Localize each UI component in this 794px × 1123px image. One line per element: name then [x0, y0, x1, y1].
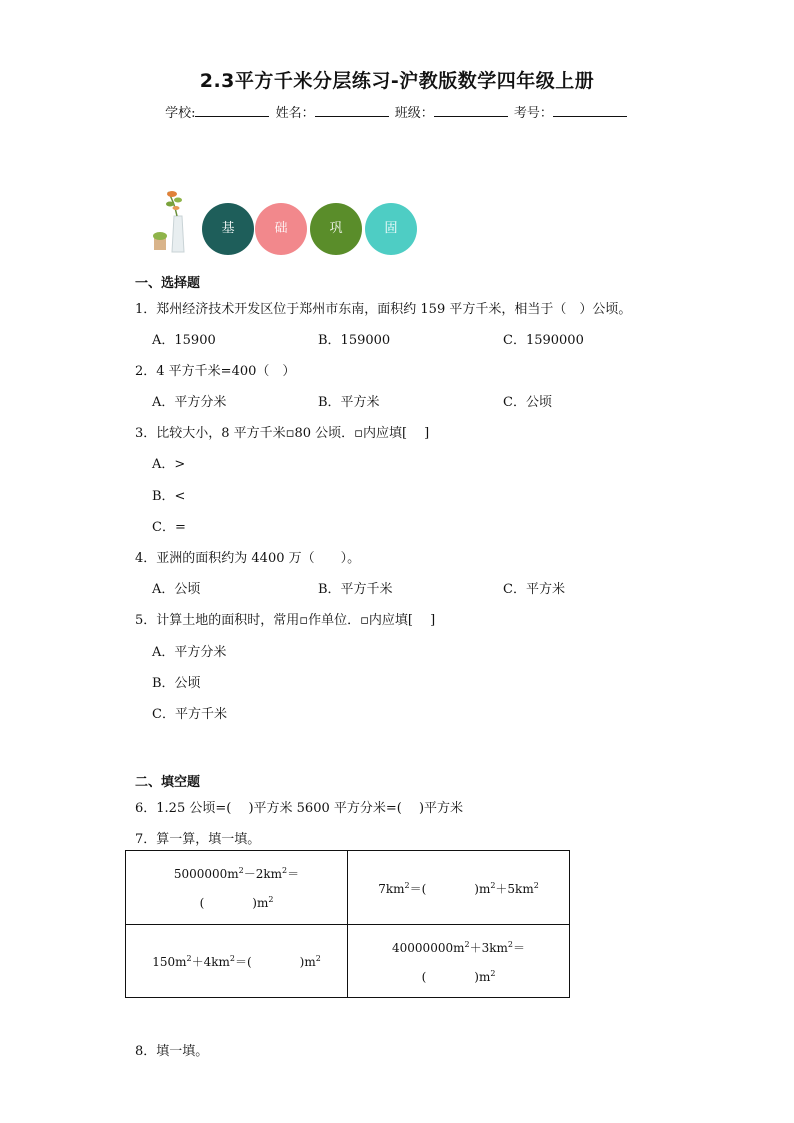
banner-circle-2: 础	[255, 203, 307, 255]
answer-blank[interactable]: ( )m	[421, 969, 491, 984]
q4-option-c[interactable]: C．平方米	[503, 582, 565, 597]
section-heading-fill: 二、填空题	[135, 775, 201, 790]
exam-number-label: 考号：	[513, 106, 553, 121]
conversion-table	[125, 850, 570, 998]
question-5: 5．计算土地的面积时，常用▫作单位．▫内应填[ ]	[135, 613, 436, 628]
table-cell-3: $150m^2+4km^2=$( )$m^2$	[126, 924, 348, 998]
q3-option-a[interactable]: A．>	[152, 457, 186, 472]
q2-option-c[interactable]: C．公顷	[503, 395, 552, 410]
page-title: 2.3平方千米分层练习-沪教版数学四年级上册	[199, 70, 595, 92]
table-cell-4: $40000000m^2+3km^2=$ ( )$m^2$	[348, 924, 570, 998]
table-cell-2: $7km^2=$( )$m^2+5km^2$	[348, 851, 570, 925]
question-3: 3．比较大小，8 平方千米▫80 公顷．▫内应填[ ]	[135, 426, 430, 441]
school-blank[interactable]	[195, 104, 269, 117]
question-7: 7．算一算，填一填。	[135, 832, 261, 847]
question-8: 8．填一填。	[135, 1044, 209, 1059]
q1-option-c[interactable]: C．1590000	[503, 333, 584, 348]
table-cell-1: $5000000m^2-2km^2=$ ( )$m^2$	[126, 851, 348, 925]
name-blank[interactable]	[315, 104, 389, 117]
question-2: 2．4 平方千米=400（ ）	[135, 364, 296, 379]
section-heading-choice: 一、选择题	[135, 276, 201, 291]
q5-option-b[interactable]: B．公顷	[152, 676, 201, 691]
answer-blank[interactable]: ( )m	[199, 896, 269, 911]
q4-option-b[interactable]: B．平方千米	[318, 582, 393, 597]
answer-blank[interactable]: ＝( )m	[409, 881, 491, 896]
question-1: 1．郑州经济技术开发区位于郑州市东南，面积约 159 平方千米，相当于（ ）公顷。	[135, 302, 632, 317]
q3-option-b[interactable]: B．<	[152, 489, 186, 504]
q1-option-a[interactable]: A．15900	[152, 333, 216, 348]
banner-circle-1: 基	[202, 203, 254, 255]
q2-option-a[interactable]: A．平方分米	[152, 395, 227, 410]
q5-option-a[interactable]: A．平方分米	[152, 645, 227, 660]
school-label: 学校:	[165, 106, 196, 121]
student-info-line	[0, 102, 794, 121]
q4-option-a[interactable]: A．公顷	[152, 582, 201, 597]
name-label: 姓名：	[275, 106, 315, 121]
question-4: 4．亚洲的面积约为 4400 万（ ）。	[135, 551, 361, 566]
question-6: 6．1.25 公顷=( )平方米 5600 平方分米=( )平方米	[135, 801, 464, 816]
banner-circle-4: 固	[365, 203, 417, 255]
q1-option-b[interactable]: B．159000	[318, 333, 391, 348]
answer-blank[interactable]: ＝( )m	[234, 955, 316, 970]
q5-option-c[interactable]: C．平方千米	[152, 707, 227, 722]
exam-number-blank[interactable]	[553, 104, 627, 117]
q3-option-c[interactable]: C．=	[152, 520, 186, 535]
plant-vase-icon	[150, 186, 194, 254]
banner-circle-3: 巩	[310, 203, 362, 255]
q2-option-b[interactable]: B．平方米	[318, 395, 380, 410]
class-blank[interactable]	[434, 104, 508, 117]
class-label: 班级：	[394, 106, 434, 121]
